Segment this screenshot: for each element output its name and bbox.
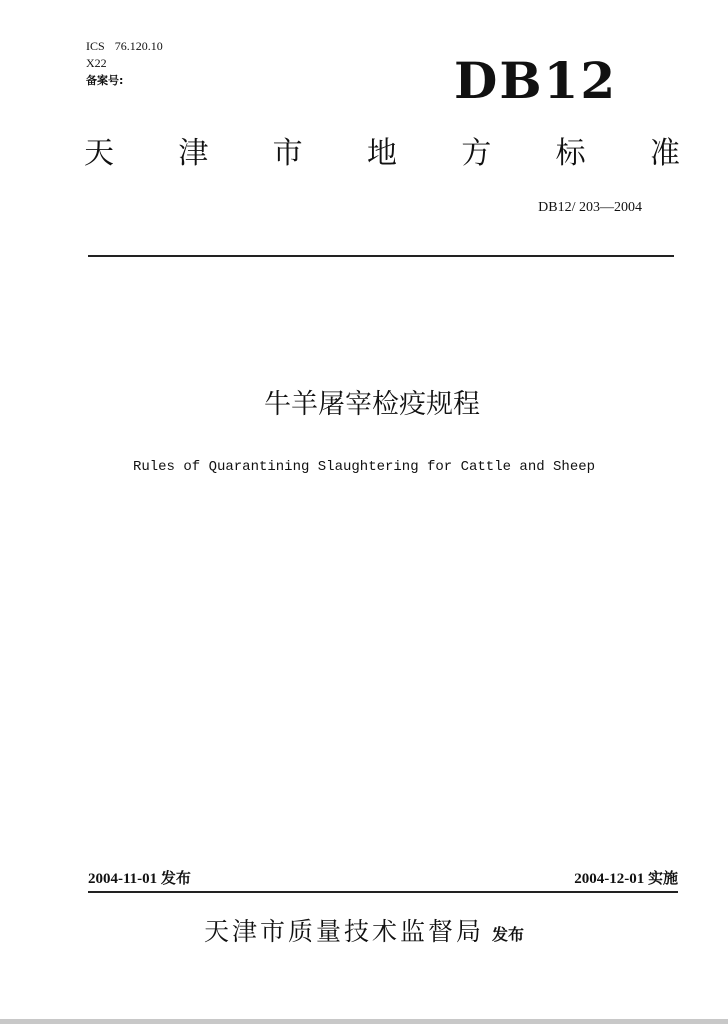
standard-title-char: 市	[272, 136, 303, 171]
document-title-cn	[0, 385, 728, 425]
ics-value: 76.120.10	[114, 39, 163, 53]
record-number-label: 备案号:	[86, 74, 124, 87]
standard-type-title	[84, 132, 680, 176]
issuing-authority	[0, 912, 728, 956]
publish-date: 2004-11-01 发布	[88, 871, 191, 887]
bottom-divider	[88, 891, 678, 893]
standard-number: DB12/ 203—2004	[538, 200, 642, 215]
standard-title-char: 地	[366, 136, 397, 171]
standard-title-char: 准	[649, 136, 680, 171]
db12-logo: DB12	[454, 51, 618, 110]
standard-title-char: 天	[84, 136, 114, 171]
document-title-cn-text: 牛羊屠宰检疫规程	[264, 389, 480, 420]
effective-date: 2004-12-01 实施	[574, 871, 678, 887]
classification-code: X22	[86, 56, 107, 70]
classification-block	[86, 38, 163, 89]
document-title-en: Rules of Quarantining Slaughtering for Cattle and Sheep	[132, 459, 596, 475]
top-divider	[88, 255, 674, 257]
issuer-suffix: 发布	[492, 925, 525, 944]
standard-title-char: 津	[178, 136, 209, 171]
scan-border	[0, 1019, 728, 1024]
issuer-name: 天津市质量技术监督局	[203, 917, 484, 946]
ics-line	[86, 38, 163, 55]
ics-label: ICS	[86, 39, 105, 53]
standard-title-char: 方	[461, 136, 492, 171]
standard-title-char: 标	[555, 136, 586, 171]
